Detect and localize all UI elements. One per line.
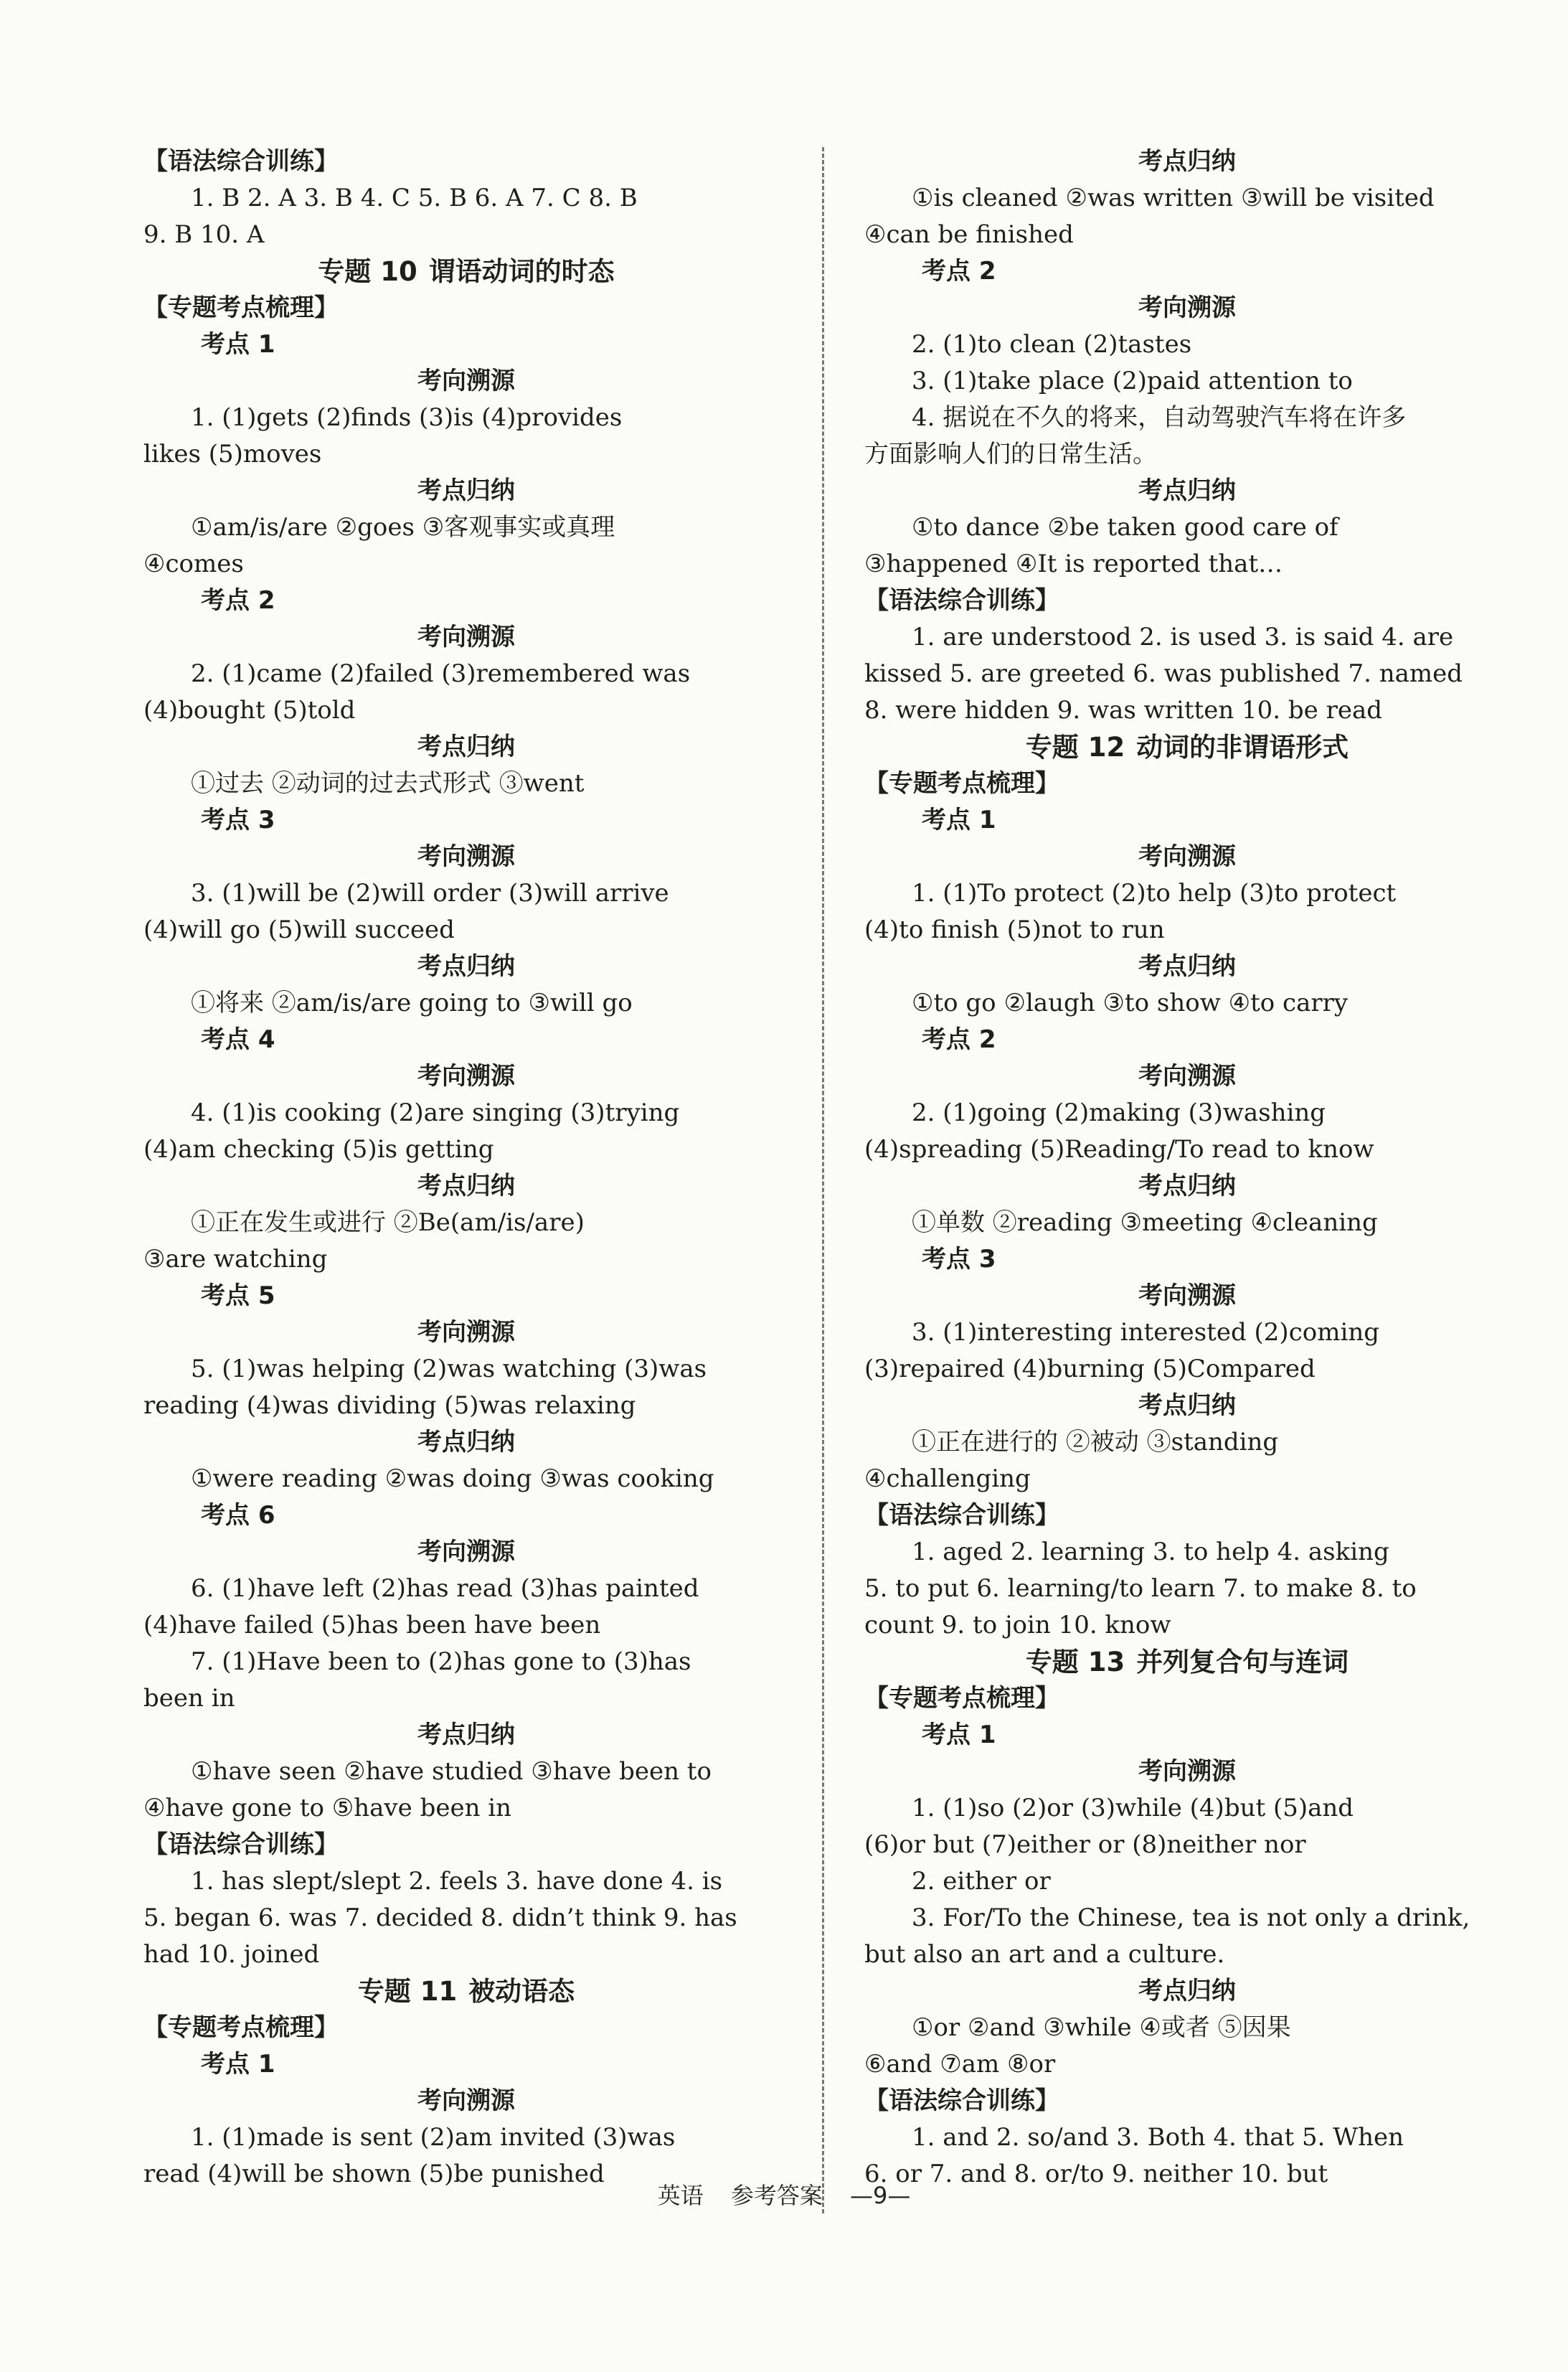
answer-line: 3. (1)take place (2)paid attention to: [912, 367, 1353, 395]
answer-line: 2. (1)came (2)failed (3)remembered was: [191, 659, 691, 688]
kaodian-heading: 考点 1: [201, 2050, 275, 2079]
subsection-heading: 考点归纳: [1138, 476, 1236, 505]
kaodian-heading: 考点 3: [201, 806, 275, 834]
answer-line: ①have seen ②have studied ③have been to: [191, 1757, 712, 1786]
subsection-heading: 考点归纳: [1138, 147, 1236, 176]
answer-line: ③are watching: [143, 1245, 328, 1274]
kaodian-heading: 考点 2: [922, 257, 996, 286]
topic-number: 专题 11: [357, 1976, 458, 2007]
answer-line: ①were reading ②was doing ③was cooking: [191, 1464, 714, 1493]
kaodian-heading: 考点 1: [201, 330, 275, 359]
answer-line: 1. (1)To protect (2)to help (3)to protect: [912, 879, 1397, 908]
answer-line: 7. (1)Have been to (2)has gone to (3)has: [191, 1647, 691, 1676]
subsection-heading: 考点归纳: [417, 476, 515, 505]
answer-line: ①or ②and ③while ④或者 ⑤因果: [912, 2013, 1291, 2042]
subsection-heading: 考点归纳: [1138, 952, 1236, 981]
subsection-heading: 考点归纳: [1138, 1391, 1236, 1420]
answer-line: 1. (1)made is sent (2)am invited (3)was: [191, 2123, 676, 2152]
topic-number: 专题 10: [318, 256, 417, 287]
subsection-heading: 考点归纳: [417, 1721, 515, 1749]
subsection-heading: 考点归纳: [417, 733, 515, 761]
answer-line: ①is cleaned ②was written ③will be visited: [912, 184, 1435, 212]
kaodian-heading: 考点 1: [922, 1721, 996, 1749]
topic-title: 被动语态: [468, 1976, 575, 2007]
answer-line: ①过去 ②动词的过去式形式 ③went: [191, 769, 585, 798]
answer-line: 6. (1)have left (2)has read (3)has painted: [191, 1574, 699, 1603]
topic-number: 专题 12: [1025, 732, 1125, 763]
subsection-heading: 考点归纳: [417, 952, 515, 981]
answer-line: 5. to put 6. learning/to learn 7. to make 8. to: [864, 1574, 1417, 1603]
subsection-heading: 考向溯源: [417, 2086, 515, 2115]
answer-line: 5. (1)was helping (2)was watching (3)was: [191, 1355, 707, 1383]
answer-line: ④have gone to ⑤have been in: [143, 1794, 512, 1822]
answer-line: 9. B 10. A: [143, 220, 265, 249]
answer-line: (4)spreading (5)Reading/To read to know: [864, 1135, 1374, 1164]
subsection-heading: 考向溯源: [417, 1318, 515, 1347]
subsection-heading: 考向溯源: [1138, 1757, 1236, 1786]
answer-line: 方面影响人们的日常生活。: [864, 440, 1157, 469]
section-heading: 【专题考点梳理】: [864, 769, 1059, 798]
section-heading: 【语法综合训练】: [143, 147, 339, 176]
answer-line: ④comes: [143, 550, 244, 578]
answer-line: read (4)will be shown (5)be punished: [143, 2160, 605, 2188]
answer-line: (4)will go (5)will succeed: [143, 916, 455, 944]
footer-subject: 英语: [657, 2182, 704, 2209]
answer-line: 2. (1)going (2)making (3)washing: [912, 1098, 1326, 1127]
right-column: [864, 143, 1510, 2193]
page-footer: [0, 2178, 1568, 2211]
answer-line: 2. (1)to clean (2)tastes: [912, 330, 1192, 359]
answer-line: 1. aged 2. learning 3. to help 4. asking: [912, 1538, 1389, 1566]
column-divider: [822, 147, 824, 2213]
answer-line: 1. has slept/slept 2. feels 3. have done 4. is: [191, 1867, 723, 1896]
answer-line: 1. (1)gets (2)finds (3)is (4)provides: [191, 403, 623, 432]
answer-line: (4)bought (5)told: [143, 696, 356, 725]
subsection-heading: 考向溯源: [417, 623, 515, 651]
answer-line: 6. or 7. and 8. or/to 9. neither 10. but: [864, 2160, 1328, 2188]
subsection-heading: 考向溯源: [1138, 842, 1236, 871]
kaodian-heading: 考点 6: [201, 1501, 275, 1530]
answer-line: ①to dance ②be taken good care of: [912, 513, 1338, 542]
section-heading: 【专题考点梳理】: [143, 293, 339, 322]
answer-line: count 9. to join 10. know: [864, 1611, 1171, 1639]
answer-line: (4)to finish (5)not to run: [864, 916, 1165, 944]
answer-line: ①am/is/are ②goes ③客观事实或真理: [191, 513, 615, 542]
answer-line: (4)have failed (5)has been have been: [143, 1611, 601, 1639]
topic-title: 并列复合句与连词: [1136, 1647, 1349, 1677]
subsection-heading: 考向溯源: [417, 1062, 515, 1091]
section-heading: 【语法综合训练】: [143, 1830, 339, 1859]
answer-line: but also an art and a culture.: [864, 1940, 1225, 1969]
answer-line: ④can be finished: [864, 220, 1074, 249]
answer-line: 4. 据说在不久的将来，自动驾驶汽车将在许多: [912, 403, 1407, 432]
topic-heading: [143, 253, 789, 290]
answer-line: likes (5)moves: [143, 440, 322, 469]
kaodian-heading: 考点 3: [922, 1245, 996, 1274]
answer-line: 2. either or: [912, 1867, 1051, 1896]
answer-line: ①将来 ②am/is/are going to ③will go: [191, 989, 633, 1017]
section-heading: 【语法综合训练】: [864, 2086, 1059, 2115]
subsection-heading: 考向溯源: [1138, 1281, 1236, 1310]
answer-line: 1. and 2. so/and 3. Both 4. that 5. When: [912, 2123, 1404, 2152]
topic-title: 动词的非谓语形式: [1136, 732, 1349, 763]
answer-line: ④challenging: [864, 1464, 1031, 1493]
section-heading: 【语法综合训练】: [864, 1501, 1059, 1530]
subsection-heading: 考向溯源: [417, 842, 515, 871]
answer-line: 1. (1)so (2)or (3)while (4)but (5)and: [912, 1794, 1354, 1822]
answer-line: ⑥and ⑦am ⑧or: [864, 2050, 1056, 2079]
section-heading: 【专题考点梳理】: [864, 1684, 1059, 1713]
answer-line: 8. were hidden 9. was written 10. be read: [864, 696, 1383, 725]
subsection-heading: 考向溯源: [1138, 1062, 1236, 1091]
kaodian-heading: 考点 2: [201, 586, 275, 615]
left-column: [143, 143, 789, 2193]
answer-line: (4)am checking (5)is getting: [143, 1135, 494, 1164]
answer-line: 1. B 2. A 3. B 4. C 5. B 6. A 7. C 8. B: [191, 184, 638, 212]
answer-line: reading (4)was dividing (5)was relaxing: [143, 1391, 636, 1420]
answer-line: ①正在发生或进行 ②Be(am/is/are): [191, 1208, 585, 1237]
topic-number: 专题 13: [1025, 1647, 1125, 1677]
answer-line: ③happened ④It is reported that…: [864, 550, 1283, 578]
answer-line: ①to go ②laugh ③to show ④to carry: [912, 989, 1349, 1017]
answer-line: (6)or but (7)either or (8)neither nor: [864, 1830, 1306, 1859]
section-heading: 【语法综合训练】: [864, 586, 1059, 615]
answer-line: 4. (1)is cooking (2)are singing (3)trying: [191, 1098, 680, 1127]
footer-label: 参考答案: [730, 2182, 823, 2209]
topic-heading: [864, 729, 1510, 766]
topic-title: 谓语动词的时态: [428, 256, 615, 287]
answer-line: ①正在进行的 ②被动 ③standing: [912, 1428, 1279, 1456]
subsection-heading: 考向溯源: [417, 367, 515, 395]
answer-line: 3. (1)interesting interested (2)coming: [912, 1318, 1379, 1347]
kaodian-heading: 考点 4: [201, 1025, 275, 1054]
subsection-heading: 考点归纳: [417, 1172, 515, 1200]
kaodian-heading: 考点 5: [201, 1281, 275, 1310]
subsection-heading: 考点归纳: [1138, 1977, 1236, 2005]
page-number: —9—: [850, 2182, 911, 2209]
answer-line: 1. are understood 2. is used 3. is said 4. are: [912, 623, 1454, 651]
answer-line: kissed 5. are greeted 6. was published 7. named: [864, 659, 1463, 688]
answer-line: 5. began 6. was 7. decided 8. didn’t think 9. has: [143, 1903, 737, 1932]
subsection-heading: 考向溯源: [1138, 293, 1236, 322]
subsection-heading: 考点归纳: [1138, 1172, 1236, 1200]
subsection-heading: 考点归纳: [417, 1428, 515, 1456]
answer-line: had 10. joined: [143, 1940, 320, 1969]
kaodian-heading: 考点 2: [922, 1025, 996, 1054]
section-heading: 【专题考点梳理】: [143, 2013, 339, 2042]
subsection-heading: 考向溯源: [417, 1538, 515, 1566]
topic-heading: [143, 1973, 789, 2010]
answer-line: ①单数 ②reading ③meeting ④cleaning: [912, 1208, 1378, 1237]
topic-heading: [864, 1644, 1510, 1680]
answer-line: 3. (1)will be (2)will order (3)will arrive: [191, 879, 669, 908]
kaodian-heading: 考点 1: [922, 806, 996, 834]
answer-line: (3)repaired (4)burning (5)Compared: [864, 1355, 1316, 1383]
answer-line: been in: [143, 1684, 235, 1713]
answer-line: 3. For/To the Chinese, tea is not only a drink,: [912, 1903, 1470, 1932]
